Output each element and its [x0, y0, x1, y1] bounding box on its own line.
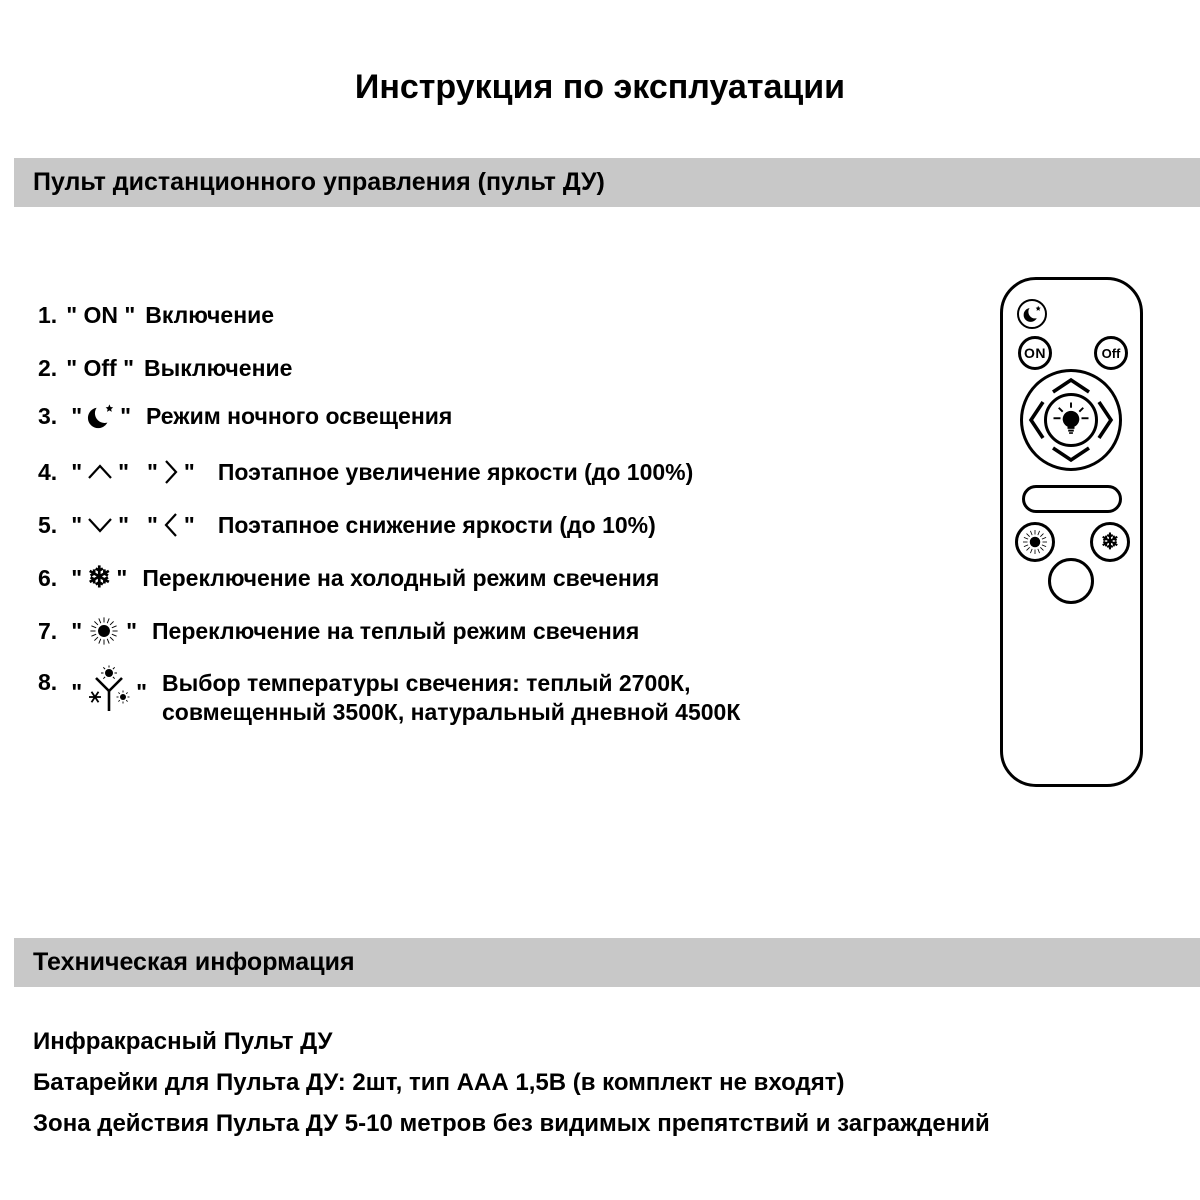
item-number: 4.	[38, 458, 58, 485]
moon-icon	[87, 403, 115, 430]
list-item-brightness-up: 4. " " " " Поэтапное увеличение яркости (до 100%)	[38, 458, 694, 485]
item-desc: Переключение на холодный режим свечения	[142, 564, 660, 591]
light-bulb-icon	[1050, 399, 1092, 441]
item-number: 5.	[38, 511, 58, 538]
list-item-brightness-down: 5. " " " " Поэтапное снижение яркости (до 10%)	[38, 511, 656, 538]
item-desc: Выключение	[144, 354, 293, 381]
item-desc-line2: совмещенный 3500К, натуральный дневной 4500К	[162, 699, 741, 725]
page-title: Инструкция по эксплуатации	[354, 68, 846, 106]
sun-icon	[1020, 527, 1050, 557]
off-button-label: Off	[1101, 345, 1121, 361]
list-item-color-temperature: 8. " " Выбор температуры свечения: теплый 2700К, совмещенный 3500К, натуральный дневной 4500К	[38, 669, 740, 699]
item-desc: Включение	[145, 301, 275, 328]
list-item-on	[38, 300, 274, 330]
warm-mode-button	[1015, 522, 1055, 562]
item-desc: Режим ночного освещения	[146, 402, 453, 429]
cold-mode-button	[1090, 522, 1130, 562]
tech-info-line: Зона действия Пульта ДУ 5-10 метров без видимых препятствий и заграждений	[33, 1110, 990, 1137]
color-temperature-icon	[87, 665, 131, 713]
list-item-off	[38, 353, 292, 383]
section-header-tech-label: Техническая информация	[33, 948, 355, 976]
tech-info-line: Инфракрасный Пульт ДУ	[33, 1028, 333, 1055]
section-header-tech	[14, 938, 1200, 987]
item-desc-line1: Выбор температуры свечения: теплый 2700К,	[162, 670, 691, 696]
item-desc: Поэтапное снижение яркости (до 10%)	[217, 511, 656, 538]
night-mode-button	[1017, 299, 1047, 329]
item-token: " ON "	[66, 301, 136, 328]
remote-control-illustration	[1000, 277, 1143, 787]
item-number: 3.	[38, 402, 58, 429]
item-desc: Поэтапное увеличение яркости (до 100%)	[217, 458, 694, 485]
section-header-remote-label: Пульт дистанционного управления (пульт ДУ)	[33, 168, 605, 196]
list-item-night-mode: 3. " " Режим ночного освещения	[38, 402, 453, 429]
item-token: " Off "	[66, 354, 134, 381]
list-item-warm-mode: 7. " " Переключение на теплый режим свечения	[38, 616, 639, 646]
dpad-down-chevron-icon	[1049, 445, 1093, 463]
list-item-cold-mode: 6. " ❄ " Переключение на холодный режим свечения	[38, 561, 660, 594]
chevron-right-icon	[163, 459, 179, 485]
dpad	[1020, 369, 1122, 471]
sun-icon	[87, 614, 121, 648]
item-number: 7.	[38, 617, 58, 644]
chevron-left-icon	[163, 512, 179, 538]
on-button	[1018, 336, 1052, 370]
item-number: 6.	[38, 564, 58, 591]
chevron-up-icon	[87, 464, 113, 480]
tech-info-line: Батарейки для Пульта ДУ: 2шт, тип ААА 1,5В (в комплект не входят)	[33, 1069, 845, 1096]
on-button-label: ON	[1024, 345, 1046, 361]
item-number: 8.	[38, 669, 58, 695]
snowflake-icon: ❄	[1100, 529, 1120, 554]
item-number: 2.	[38, 354, 58, 381]
off-button	[1094, 336, 1128, 370]
round-button	[1048, 558, 1094, 604]
light-button	[1044, 393, 1098, 447]
snowflake-icon: ❄	[87, 561, 112, 594]
dpad-right-chevron-icon	[1096, 398, 1114, 442]
item-number: 1.	[38, 301, 58, 328]
pill-button	[1022, 485, 1122, 513]
moon-icon	[1023, 305, 1042, 323]
chevron-down-icon	[87, 517, 113, 533]
section-header-remote	[14, 158, 1200, 207]
item-desc: Переключение на теплый режим свечения	[152, 617, 640, 644]
